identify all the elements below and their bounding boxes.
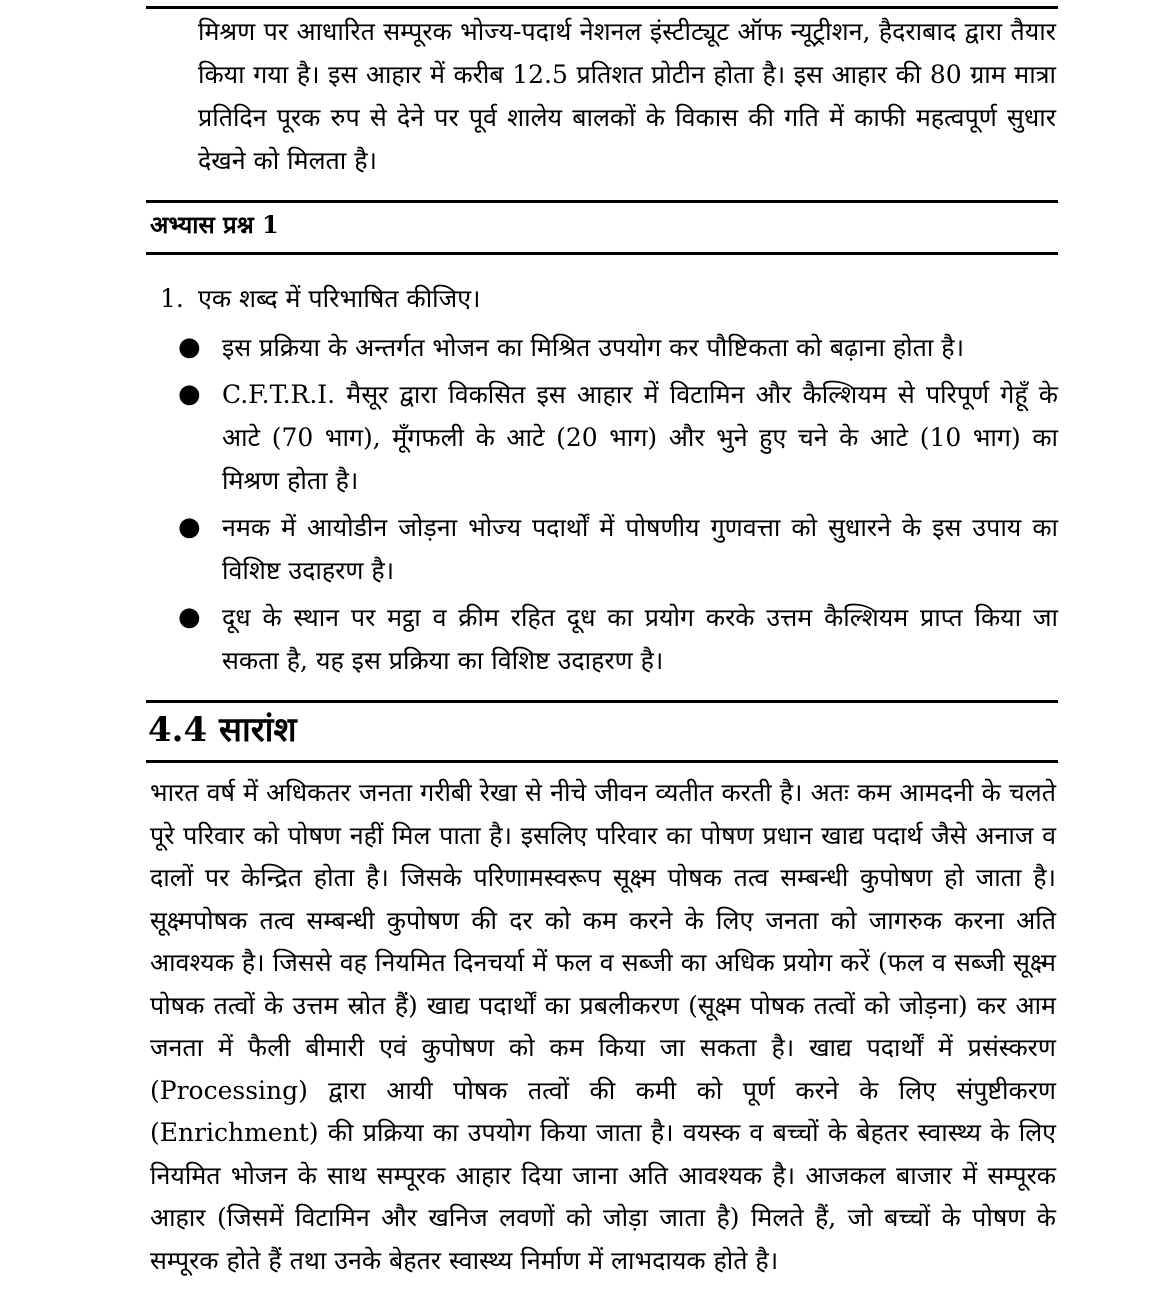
- list-item: [178, 506, 1058, 592]
- bullet-icon: ●: [178, 332, 201, 362]
- top-rule: [146, 6, 1058, 9]
- section-title: 4.4 सारांश: [148, 710, 297, 750]
- list-item-text: नमक में आयोडीन जोड़ना भोज्य पदार्थों में पोषणीय गुणवत्ता को सुधारने के इस उपाय का विशिष्ट उदाहरण है।: [222, 513, 1058, 585]
- list-item-text: C.F.T.R.I. मैसूर द्वारा विकसित इस आहार में विटामिन और कैल्शियम से परिपूर्ण गेहूँ के आटे (70 भाग), मूँगफली के आटे (20 भाग) और भुने हुए चने के आटे (10 भाग) का मिश्रण होता है।: [222, 380, 1058, 495]
- bullet-icon: ●: [178, 602, 201, 632]
- intro-paragraph: मिश्रण पर आधारित सम्पूरक भोज्य-पदार्थ नेशनल इंस्टीट्यूट ऑफ न्यूट्रीशन, हैदराबाद द्वारा तैयार किया गया है। इस आहार में करीब 12.5 प्रतिशत प्रोटीन होता है। इस आहार की 80 ग्राम मात्रा प्रतिदिन पूरक रुप से देने पर पूर्व शालेय बालकों के विकास की गति में काफी महत्वपूर्ण सुधार देखने को मिलता है।: [198, 17, 1056, 175]
- list-item: [178, 373, 1058, 502]
- bullet-icon: ●: [178, 512, 201, 542]
- exercise-bottom-rule: [146, 252, 1058, 255]
- exercise-heading: अभ्यास प्रश्न 1: [150, 210, 279, 239]
- list-item: [178, 596, 1058, 682]
- summary-paragraph: भारत वर्ष में अधिकतर जनता गरीबी रेखा से नीचे जीवन व्यतीत करती है। अतः कम आमदनी के चलते पूरे परिवार को पोषण नहीं मिल पाता है। इसलिए परिवार का पोषण प्रधान खाद्य पदार्थ जैसे अनाज व दालों पर केन्द्रित होता है। जिसके परिणामस्वरूप सूक्ष्म पोषक तत्व सम्बन्धी कुपोषण हो जाता है। सूक्ष्मपोषक तत्व सम्बन्धी कुपोषण की दर को कम करने के लिए जनता को जागरुक करना अति आवश्यक है। जिससे वह नियमित दिनचर्या में फल व सब्जी का अधिक प्रयोग करें (फल व सब्जी सूक्ष्म पोषक तत्वों के उत्तम स्रोत हैं) खाद्य पदार्थों का प्रबलीकरण (सूक्ष्म पोषक तत्वों को जोड़ना) कर आम जनता में फैली बीमारी एवं कुपोषण को कम किया जा सकता है। खाद्य पदार्थों में प्रसंस्करण (Processing) द्वारा आयी पोषक तत्वों की कमी को पूर्ण करने के लिए संपुष्टीकरण (Enrichment) की प्रक्रिया का उपयोग किया जाता है। वयस्क व बच्चों के बेहतर स्वास्थ्य के लिए नियमित भोजन के साथ सम्पूरक आहार दिया जाना अति आवश्यक है। आजकल बाजार में सम्पूरक आहार (जिसमें विटामिन और खनिज लवणों को जोड़ा जाता है) मिलते हैं, जो बच्चों के पोषण के सम्पूरक होते हैं तथा उनके बेहतर स्वास्थ्य निर्माण में लाभदायक होते है।: [150, 778, 1056, 1275]
- bullet-icon: ●: [178, 379, 201, 409]
- answer-list: [178, 326, 1058, 686]
- question-text: एक शब्द में परिभाषित कीजिए।: [198, 284, 481, 313]
- list-item-text: इस प्रक्रिया के अन्तर्गत भोजन का मिश्रित उपयोग कर पौष्टिकता को बढ़ाना होता है।: [222, 333, 965, 362]
- list-item-text: दूध के स्थान पर मट्ठा व क्रीम रहित दूध का प्रयोग करके उत्तम कैल्शियम प्राप्त किया जा सकता है, यह इस प्रक्रिया का विशिष्ट उदाहरण है।: [222, 603, 1058, 675]
- exercise-top-rule: [146, 200, 1058, 203]
- section-bottom-rule: [146, 760, 1058, 763]
- question-number: 1.: [160, 284, 184, 313]
- section-top-rule: [146, 700, 1058, 703]
- list-item: [178, 326, 1058, 369]
